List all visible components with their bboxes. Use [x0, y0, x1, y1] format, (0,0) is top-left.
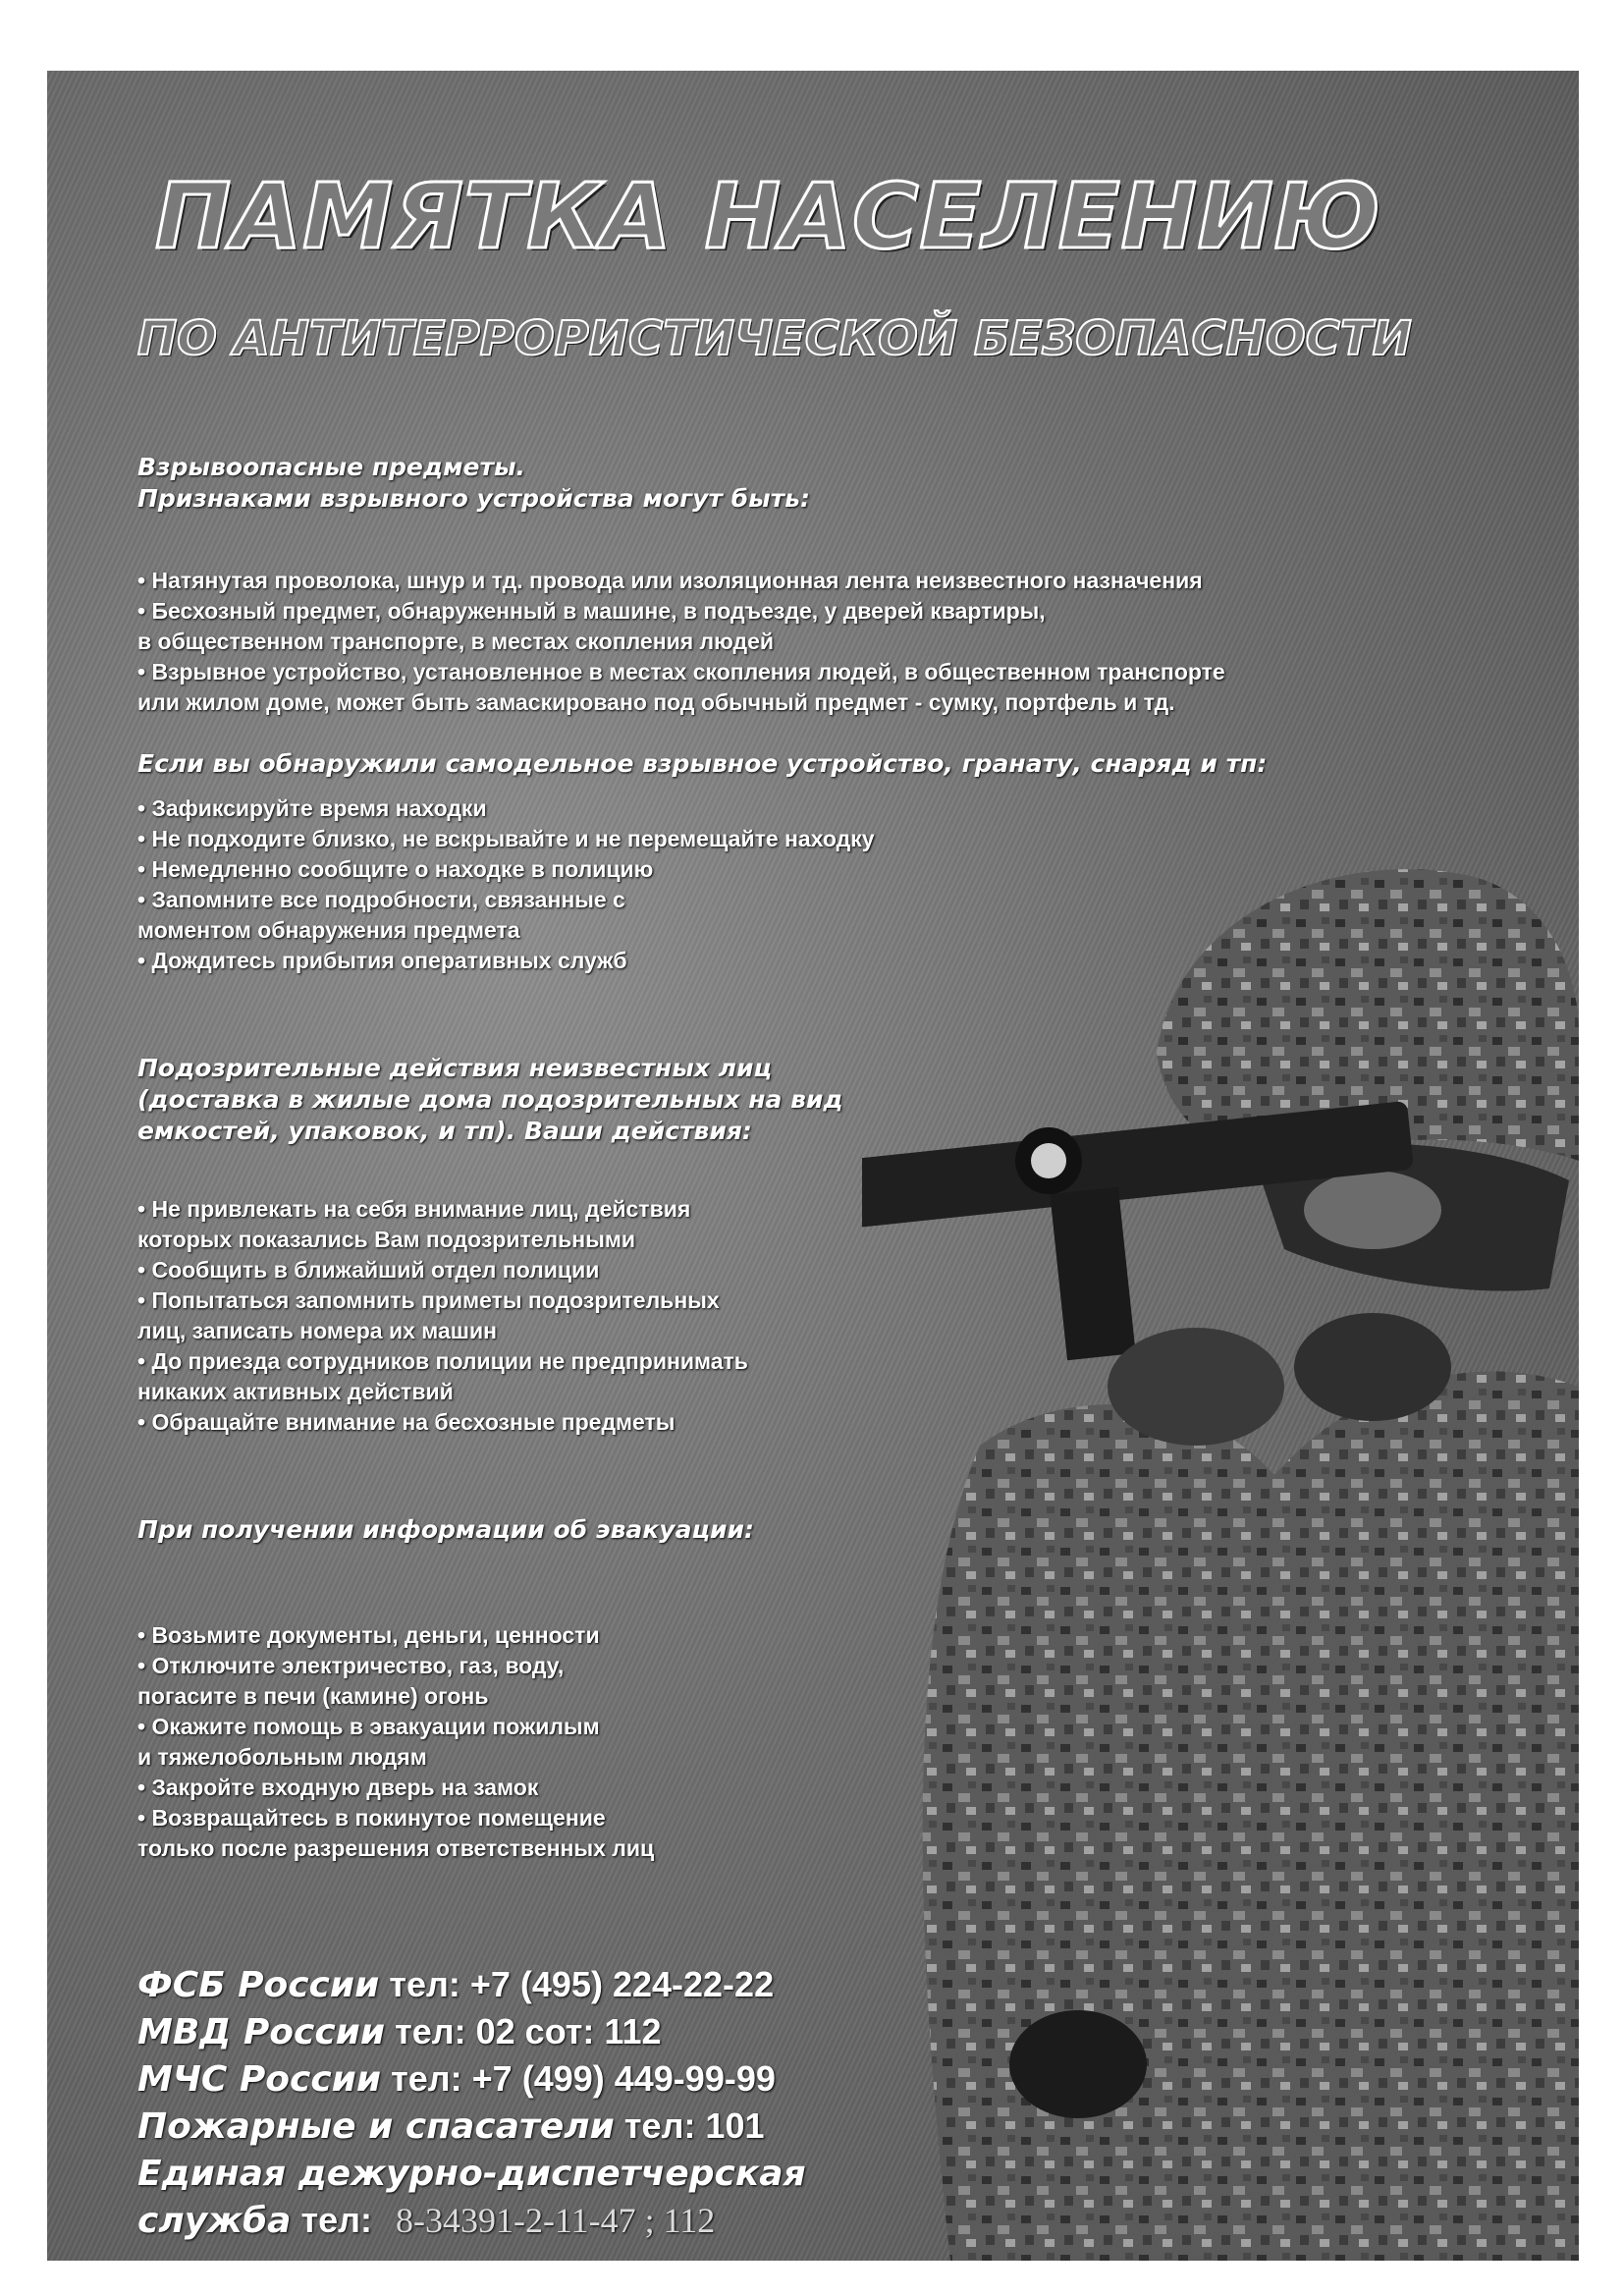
org-name: Пожарные и спасатели	[137, 2106, 615, 2147]
list-item: • Попытаться запомнить приметы подозрительных	[137, 1285, 1021, 1316]
page-title: ПАМЯТКА НАСЕЛЕНИЮ	[155, 164, 1381, 269]
contact-mchs	[137, 2055, 806, 2103]
list-item: моментом обнаружения предмета	[137, 917, 520, 943]
list-item: • Дождитесь прибытия оперативных служб	[137, 946, 1551, 976]
section-heading: Признаками взрывного устройства могут быть:	[137, 484, 810, 513]
bullet-list	[137, 1194, 1021, 1438]
contact-fsb	[137, 1961, 806, 2008]
list-item: лиц, записать номера их машин	[137, 1318, 497, 1343]
org-name: МЧС России	[137, 2059, 382, 2100]
list-item: • Немедленно сообщите о находке в полицию	[137, 854, 1551, 885]
list-item: • До приезда сотрудников полиции не предпринимать	[137, 1346, 1021, 1377]
section-heading: При получении информации об эвакуации:	[137, 1515, 755, 1544]
phone-label: тел:	[300, 2200, 372, 2240]
phone-number: 8-34391-2-11-47 ; 112	[395, 2201, 716, 2240]
list-item: или жилом доме, может быть замаскировано под обычный предмет - сумку, портфель и тд.	[137, 689, 1175, 715]
section-found-device	[137, 748, 1551, 976]
list-item: • Возвращайтесь в покинутое помещение	[137, 1803, 1021, 1833]
list-item: и тяжелобольным людям	[137, 1744, 427, 1770]
list-item: только после разрешения ответственных лиц	[137, 1835, 655, 1861]
phone-number: тел: 101	[623, 2105, 765, 2146]
org-name: Единая дежурно-диспетчерская	[137, 2154, 806, 2194]
bullet-list	[137, 566, 1551, 718]
list-item: • Закройте входную дверь на замок	[137, 1773, 1021, 1803]
contacts	[137, 1961, 806, 2244]
bullet-list	[137, 1620, 1021, 1864]
section-evacuation	[137, 1514, 1021, 1864]
list-item: • Не подходите близко, не вскрывайте и не перемещайте находку	[137, 824, 1551, 854]
page-subtitle: ПО АНТИТЕРРОРИСТИЧЕСКОЙ БЕЗОПАСНОСТИ	[137, 311, 1412, 366]
list-item: никаких активных действий	[137, 1379, 454, 1404]
contact-edds-phone	[137, 2197, 806, 2244]
bullet-list	[137, 793, 1551, 976]
list-item: • Сообщить в ближайший отдел полиции	[137, 1255, 1021, 1285]
list-item: • Обращайте внимание на бесхозные предметы	[137, 1407, 1021, 1438]
contact-mvd	[137, 2008, 806, 2055]
poster	[47, 71, 1579, 2261]
section-heading: (доставка в жилые дома подозрительных на вид	[137, 1085, 843, 1114]
section-suspicious-persons	[137, 1053, 1021, 1438]
section-heading: емкостей, упаковок, и тп). Ваши действия:	[137, 1117, 752, 1145]
list-item: • Отключите электричество, газ, воду,	[137, 1651, 1021, 1681]
section-explosives	[137, 452, 1551, 718]
list-item: • Натянутая проволока, шнур и тд. провода или изоляционная лента неизвестного назначения	[137, 566, 1551, 596]
list-item: • Взрывное устройство, установленное в местах скопления людей, в общественном транспорте	[137, 657, 1551, 687]
org-name: МВД России	[137, 2012, 386, 2052]
list-item: • Возьмите документы, деньги, ценности	[137, 1620, 1021, 1651]
phone-number: тел: +7 (495) 224-22-22	[389, 1964, 775, 2004]
contact-edds	[137, 2150, 806, 2197]
contact-fire	[137, 2103, 806, 2150]
list-item: • Не привлекать на себя внимание лиц, действия	[137, 1194, 1021, 1225]
section-heading: Подозрительные действия неизвестных лиц	[137, 1054, 772, 1082]
phone-number: тел: 02 сот: 112	[395, 2011, 662, 2051]
list-item: погасите в печи (камине) огонь	[137, 1683, 489, 1709]
org-name: служба	[137, 2201, 292, 2241]
list-item: • Зафиксируйте время находки	[137, 793, 1551, 824]
section-heading: Если вы обнаружили самодельное взрывное устройство, гранату, снаряд и тп:	[137, 749, 1268, 778]
section-heading: Взрывоопасные предметы.	[137, 453, 526, 481]
list-item: • Бесхозный предмет, обнаруженный в машине, в подъезде, у дверей квартиры,	[137, 596, 1551, 627]
org-name: ФСБ России	[137, 1965, 380, 2005]
list-item: • Запомните все подробности, связанные с	[137, 885, 1551, 915]
phone-number: тел: +7 (499) 449-99-99	[391, 2058, 776, 2099]
list-item: • Окажите помощь в эвакуации пожилым	[137, 1712, 1021, 1742]
list-item: которых показались Вам подозрительными	[137, 1227, 635, 1252]
list-item: в общественном транспорте, в местах скопления людей	[137, 629, 775, 654]
